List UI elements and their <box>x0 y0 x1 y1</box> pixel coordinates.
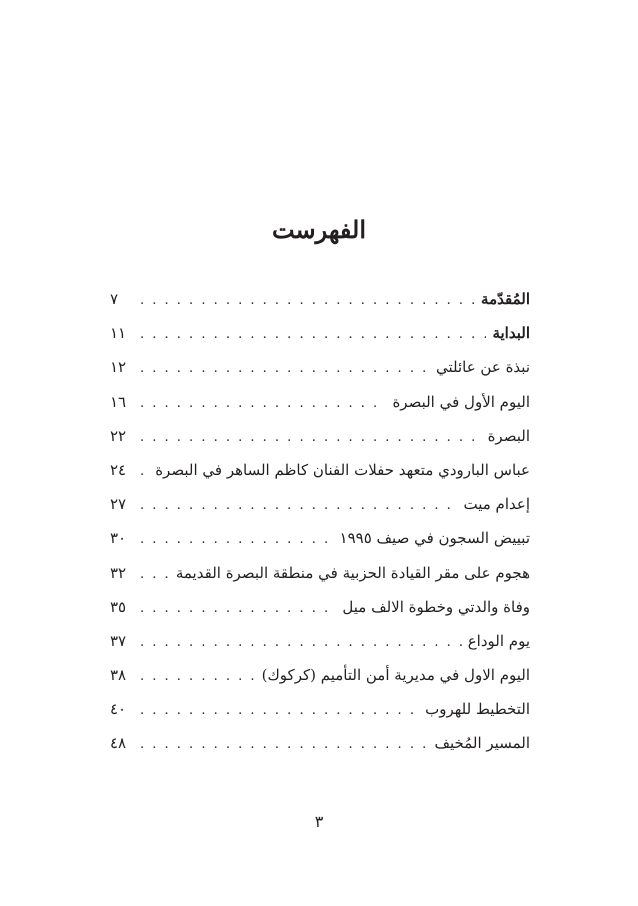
toc-entry-page: ٢٤ <box>110 460 127 479</box>
toc-entry-label: نبذة عن عائلتي <box>435 358 530 377</box>
toc-entry <box>110 487 530 521</box>
toc-entry-page: ٣٢ <box>110 563 127 582</box>
toc-entry-page: ٣٨ <box>110 666 127 685</box>
toc-entry-page: ٤٠ <box>110 700 127 719</box>
toc-entry-label: المُقدّمة <box>481 290 530 308</box>
toc-entry <box>110 692 530 726</box>
toc-entry-label: اليوم الاول في مديرية أمن التأميم (كركوك) <box>261 666 530 685</box>
toc-entry <box>110 419 530 453</box>
toc-entry-page: ٤٨ <box>110 734 127 753</box>
toc-dot-leader <box>140 660 256 694</box>
toc-entry <box>110 556 530 590</box>
toc-list <box>110 282 530 761</box>
toc-dot-leader <box>140 352 430 386</box>
toc-title: الفهرست <box>271 215 367 244</box>
toc-entry-page: ٢٢ <box>110 426 127 445</box>
toc-entry-label: هجوم على مقر القيادة الحزبية في منطقة البصرة القديمة <box>175 563 530 582</box>
toc-entry-label: المسير المُخيف <box>434 734 530 753</box>
toc-dot-leader <box>140 387 386 421</box>
toc-dot-leader <box>140 558 170 592</box>
toc-dot-leader <box>140 694 419 728</box>
page-number: ٣ <box>314 812 324 831</box>
toc-entry <box>110 590 530 624</box>
toc-entry <box>110 282 530 316</box>
toc-entry <box>110 385 530 419</box>
toc-entry-page: ٣٥ <box>110 597 127 616</box>
toc-entry-label: إعدام ميت <box>463 495 530 514</box>
toc-entry <box>110 658 530 692</box>
toc-dot-leader <box>140 318 486 352</box>
toc-dot-leader <box>140 728 428 762</box>
toc-entry-label: وفاة والدتي وخطوة الالف ميل <box>342 597 530 616</box>
toc-entry-page: ١١ <box>110 324 127 343</box>
toc-entry <box>110 624 530 658</box>
toc-dot-leader <box>140 592 336 626</box>
toc-entry-page: ٣٠ <box>110 529 127 548</box>
toc-dot-leader <box>140 626 462 660</box>
toc-entry <box>110 316 530 350</box>
toc-entry-label: التخطيط للهروب <box>425 700 530 719</box>
toc-entry-page: ٣٧ <box>110 631 127 650</box>
toc-entry-label: البداية <box>492 324 530 343</box>
toc-entry-page: ١٢ <box>110 358 127 377</box>
toc-entry-page: ١٦ <box>110 392 127 411</box>
toc-dot-leader <box>140 523 334 557</box>
toc-entry <box>110 350 530 384</box>
toc-entry-page: ٢٧ <box>110 495 127 514</box>
toc-entry <box>110 521 530 555</box>
toc-entry-label: تبييض السجون في صيف ١٩٩٥ <box>339 529 530 548</box>
toc-entry <box>110 453 530 487</box>
toc-dot-leader <box>140 284 475 318</box>
toc-dot-leader <box>140 421 482 455</box>
toc-entry-label: عباس البارودي متعهد حفلات الفنان كاظم الساهر في البصرة <box>155 460 530 479</box>
toc-entry-label: يوم الوداع <box>467 631 530 650</box>
toc-dot-leader <box>140 489 457 523</box>
toc-dot-leader <box>140 455 149 489</box>
toc-entry <box>110 726 530 760</box>
toc-entry-page: ٧ <box>110 290 119 308</box>
toc-entry-label: اليوم الأول في البصرة <box>392 392 530 411</box>
toc-entry-label: البصرة <box>487 426 530 445</box>
